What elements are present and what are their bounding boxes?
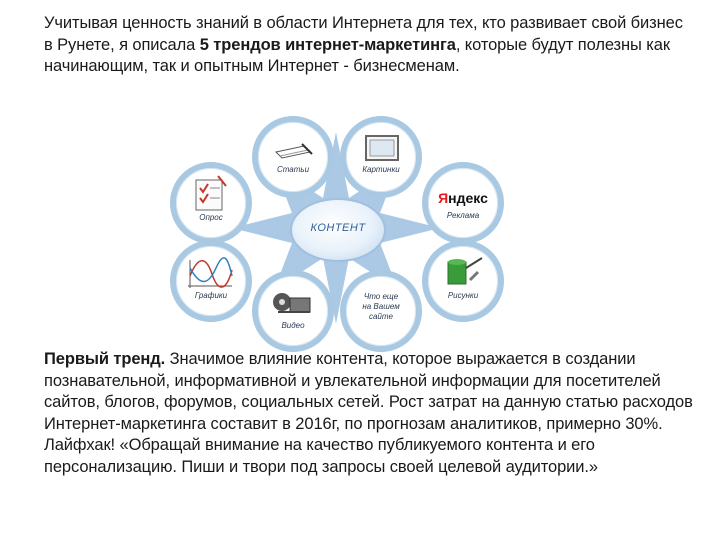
more-label-line-3: сайте <box>368 312 393 321</box>
video-label: Видео <box>281 321 305 330</box>
node-video <box>252 270 334 352</box>
trend-text: Значимое влияние контента, которое выражается в создании познавательной, информативной и увлекательной информации для посетителей сайтов, блогов, форумов, социальных сетей. Рост затрат на данную статью расходов Интернет-маркетинга составит в 2016г, по прогнозам аналитиков, примерно 30%. <box>44 350 693 433</box>
checklist-icon <box>176 168 246 238</box>
yandex-logo-rest: ндекс <box>448 190 488 206</box>
node-articles <box>252 116 334 198</box>
node-pictures <box>340 116 422 198</box>
trend-heading: Первый тренд. <box>44 350 166 368</box>
lifehack-text: Лайфхак! «Обращай внимание на качество публикуемого контента и его персонализацию. Пиши и твори под запросы своей целевой аудитории.» <box>44 436 598 476</box>
intro-paragraph <box>44 13 694 78</box>
node-drawings <box>422 240 504 322</box>
articles-label: Статьи <box>276 165 310 174</box>
node-poll <box>170 162 252 244</box>
yandex-caption: Реклама <box>446 211 480 220</box>
poll-label: Опрос <box>199 213 223 222</box>
graph-icon <box>176 246 246 316</box>
film-camera-icon <box>258 276 328 346</box>
pictures-label: Картинки <box>362 165 400 174</box>
articles-icon <box>258 122 328 192</box>
content-diagram <box>166 112 532 344</box>
node-more-on-site <box>340 270 422 352</box>
yandex-logo <box>428 190 498 206</box>
paint-bucket-icon <box>428 246 498 316</box>
drawings-label: Рисунки <box>447 291 479 300</box>
intro-text-a: Учитывая ценность знаний в области Интернета для тех, кто развивает свой бизнес в Рунете, я описала <box>44 14 683 54</box>
node-graphs <box>170 240 252 322</box>
center-node <box>290 198 386 262</box>
intro-text-b: , которые будут полезны как начинающим, так и опытным Интернет - бизнесменам. <box>44 35 670 75</box>
picture-frame-icon <box>346 122 416 192</box>
trend-paragraph <box>44 349 694 478</box>
graphs-label: Графики <box>194 291 228 300</box>
center-label: КОНТЕНТ <box>310 222 366 234</box>
yandex-logo-first-letter: Я <box>438 190 449 206</box>
intro-bold-text: 5 трендов интернет-маркетинга <box>199 35 456 54</box>
node-yandex <box>422 162 504 244</box>
more-label-line-2: на Вашем <box>362 302 400 311</box>
more-label-line-1: Что еще <box>363 292 399 301</box>
